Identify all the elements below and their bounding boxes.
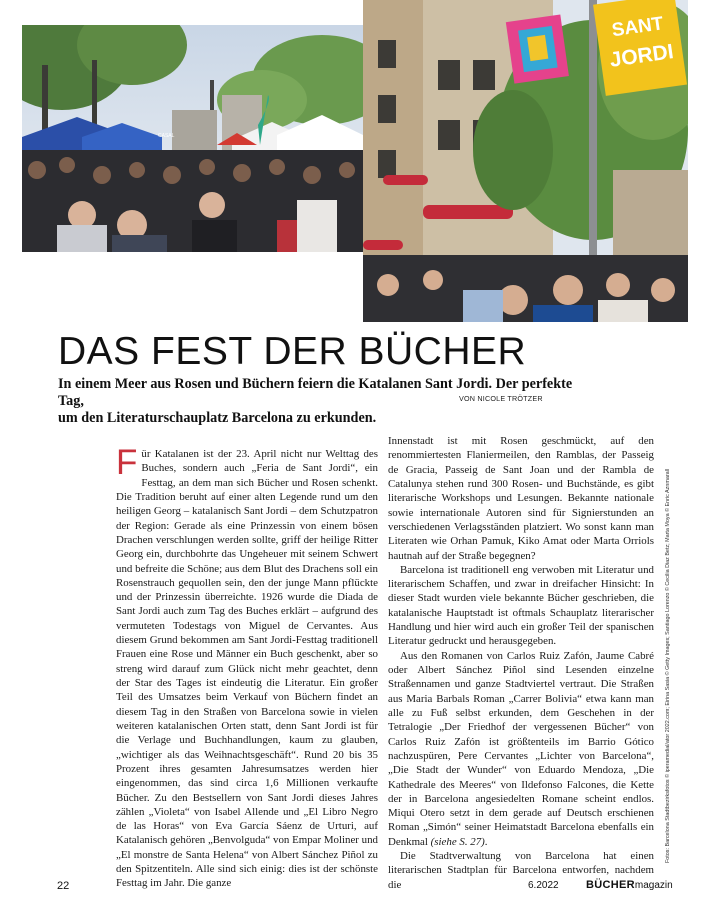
tent-sign: CASAL (158, 133, 175, 139)
headline: DAS FEST DER BÜCHER (58, 330, 527, 373)
paragraph: Innenstadt ist mit Rosen geschmückt, auf den renommiertesten Flaniermeilen, den Ramblas, der Passeig de Gracia, Passeig de Sant Joan und der Rambla de Catalunya stehen rund 300 Rosen- und Buchstände, es gibt literarische Workshops und Lesungen. Bekannte nationale sowie internationale Autoren sind für Signierstunden an verschiedenen Verlagsständen platziert. Wo sonst kann man Literaten wie Orhan Pamuk, Kiko Amat oder Marta Orriols hautnah auf der Straße begegnen? (388, 435, 654, 562)
page-reference: (siehe S. 27) (430, 835, 485, 848)
paragraph: Die Stadtverwaltung von Barcelona hat einen literarischen Stadtplan für Barcelona entworfen, nachdem die (388, 850, 654, 891)
photo-credit: Fotos: Barcelona Stadtbezirksfotos © iperamedial/ator 2022.com; Eirina Sasia © Getty Images; Santiago Lorenzo © Cecilia Diaz Betz; Marta Moya © Enric Aznmarall (665, 468, 671, 863)
banner-jordi: JORDI (608, 40, 676, 72)
paragraph (388, 649, 654, 849)
paragraph-end: . (484, 835, 488, 848)
body-column-left (116, 443, 378, 891)
banner-sant: SANT (610, 13, 665, 42)
intro-line-2: um den Literaturschauplatz Barcelona zu erkunden. (58, 410, 377, 426)
photo-crowd-street (22, 25, 363, 252)
magazine-name-light: magazin (634, 880, 673, 891)
photo-sant-jordi-banner (363, 0, 688, 322)
intro-line-1: In einem Meer aus Rosen und Büchern feiern die Katalanen Sant Jordi. Der perfekte Tag, (58, 376, 573, 409)
paragraph: Barcelona ist traditionell eng verwoben mit Literatur und literarischem Schaffen, und zwar in dreifacher Hinsicht: In dieser Stadt wurden viele bekannte Bücher geschrieben, die katalanische Hauptstadt ist oftmals Schauplatz literarischer Handlung und hier wird auch ein großer Teil der spanischen Literatur gedruckt und herausgegeben. (388, 563, 654, 648)
issue-date: 6.2022 (528, 880, 559, 891)
paragraph-text: Aus den Romanen von Carlos Ruiz Zafón, Jaume Cabré oder Albert Sánchez Piñol sind Lesenden einzelne Straßennamen und ganze Stadtviertel vertraut. Die Straßen aus Maria Barbals Roman „Carrer Bolivia“ etwa kann man alle zu Fuß selbst erkunden, dem Geschehen in der Tetralogie „Der Friedhof der vergessenen Bücher“ von Carlos Ruiz Zafón ist größtenteils im Barrio Gótico nachzuspüren, Pere Cervantes „Lichter von Barcelona“, „Die Stadt der Wunder“ von Eduardo Mendoza, „Die Kathedrale des Meeres“ von Ildefonso Falcones, die Kette der in Barcelona angesiedelten Romane scheint endlos. Miqui Otero setzt in dem gerade auf Deutsch erschienen Roman „Simón“ seiner Heimatstadt Barcelona ebenfalls ein Denkmal (388, 649, 654, 848)
magazine-name-bold: BÜCHER (586, 879, 635, 891)
dropcap: F (116, 443, 138, 482)
paragraph-text: ür Katalanen ist der 23. April nicht nur Welttag des Buches, sondern auch „Feria de Sant Jordi“, ein Festtag, an dem man sich Bücher und Rosen schenkt. Die Tradition beruht auf einer alten Legende rund um den heiligen Georg – katalanisch Sant Jordi – dem Schutzpatron der Region: Gerade als eine Prinzessin von einem bösen Drachen verschlungen werden sollte, griff der heilige Ritter Georg ein, durchbohrte das Ungeheuer mit seinem Schwert und befreite die Schöne; aus dem Blut des Drachens soll ein Rosenstrauch gequollen sein, den der junge Mann pflückte und der Prinzessin überreichte. 1926 wurde die Diada de Sant Jordi auch zum Tag des Buches erklärt – aufgrund des vermuteten Todestags von Miguel de Cervantes. Aus diesem Grund bekommen am Sant Jordi-Festtag traditionell Frauen eine Rose und Männer ein Buch geschenkt, aber so streng wird darauf zum Glück nicht mehr geachtet, denn der Star des Tages ist eindeutig die Literatur. Ein großer Teil des Umsatzes beim Verkauf von Büchern findet an diesem Tag in den Straßen von Barcelona sowie in vielen weiteren katalanischen Orten statt, denn Sant Jordi ist für die Verlage und Buchhandlungen, kaum zu glauben, „wichtiger als das Weihnachtsgeschäft“. Rund 20 bis 35 Prozent ihres gesamten Jahresumsatzes werden hier eingenommen, das sind circa 1,6 Millionen verkaufte Bücher. Zu den Bestsellern von Sant Jordi dieses Jahres zählen „Violeta“ von Isabel Allende und „El Libro Negro de las Horas“ von Eva García Sáenz de Urturi, auf Katalanisch gehören „Benvolguda“ von Empar Moliner und „El monstre de Santa Helena“ von Albert Sánchez Piñol zu den Spitzentiteln. Alle sind sich einig: dies ist der schönste Festtag im Jahr. Die ganze (116, 448, 378, 890)
body-column-right (388, 434, 654, 892)
magazine-logo (586, 879, 673, 891)
byline: VON NICOLE TRÖTZER (459, 394, 543, 403)
page-number: 22 (57, 880, 70, 892)
paragraph (116, 443, 378, 891)
